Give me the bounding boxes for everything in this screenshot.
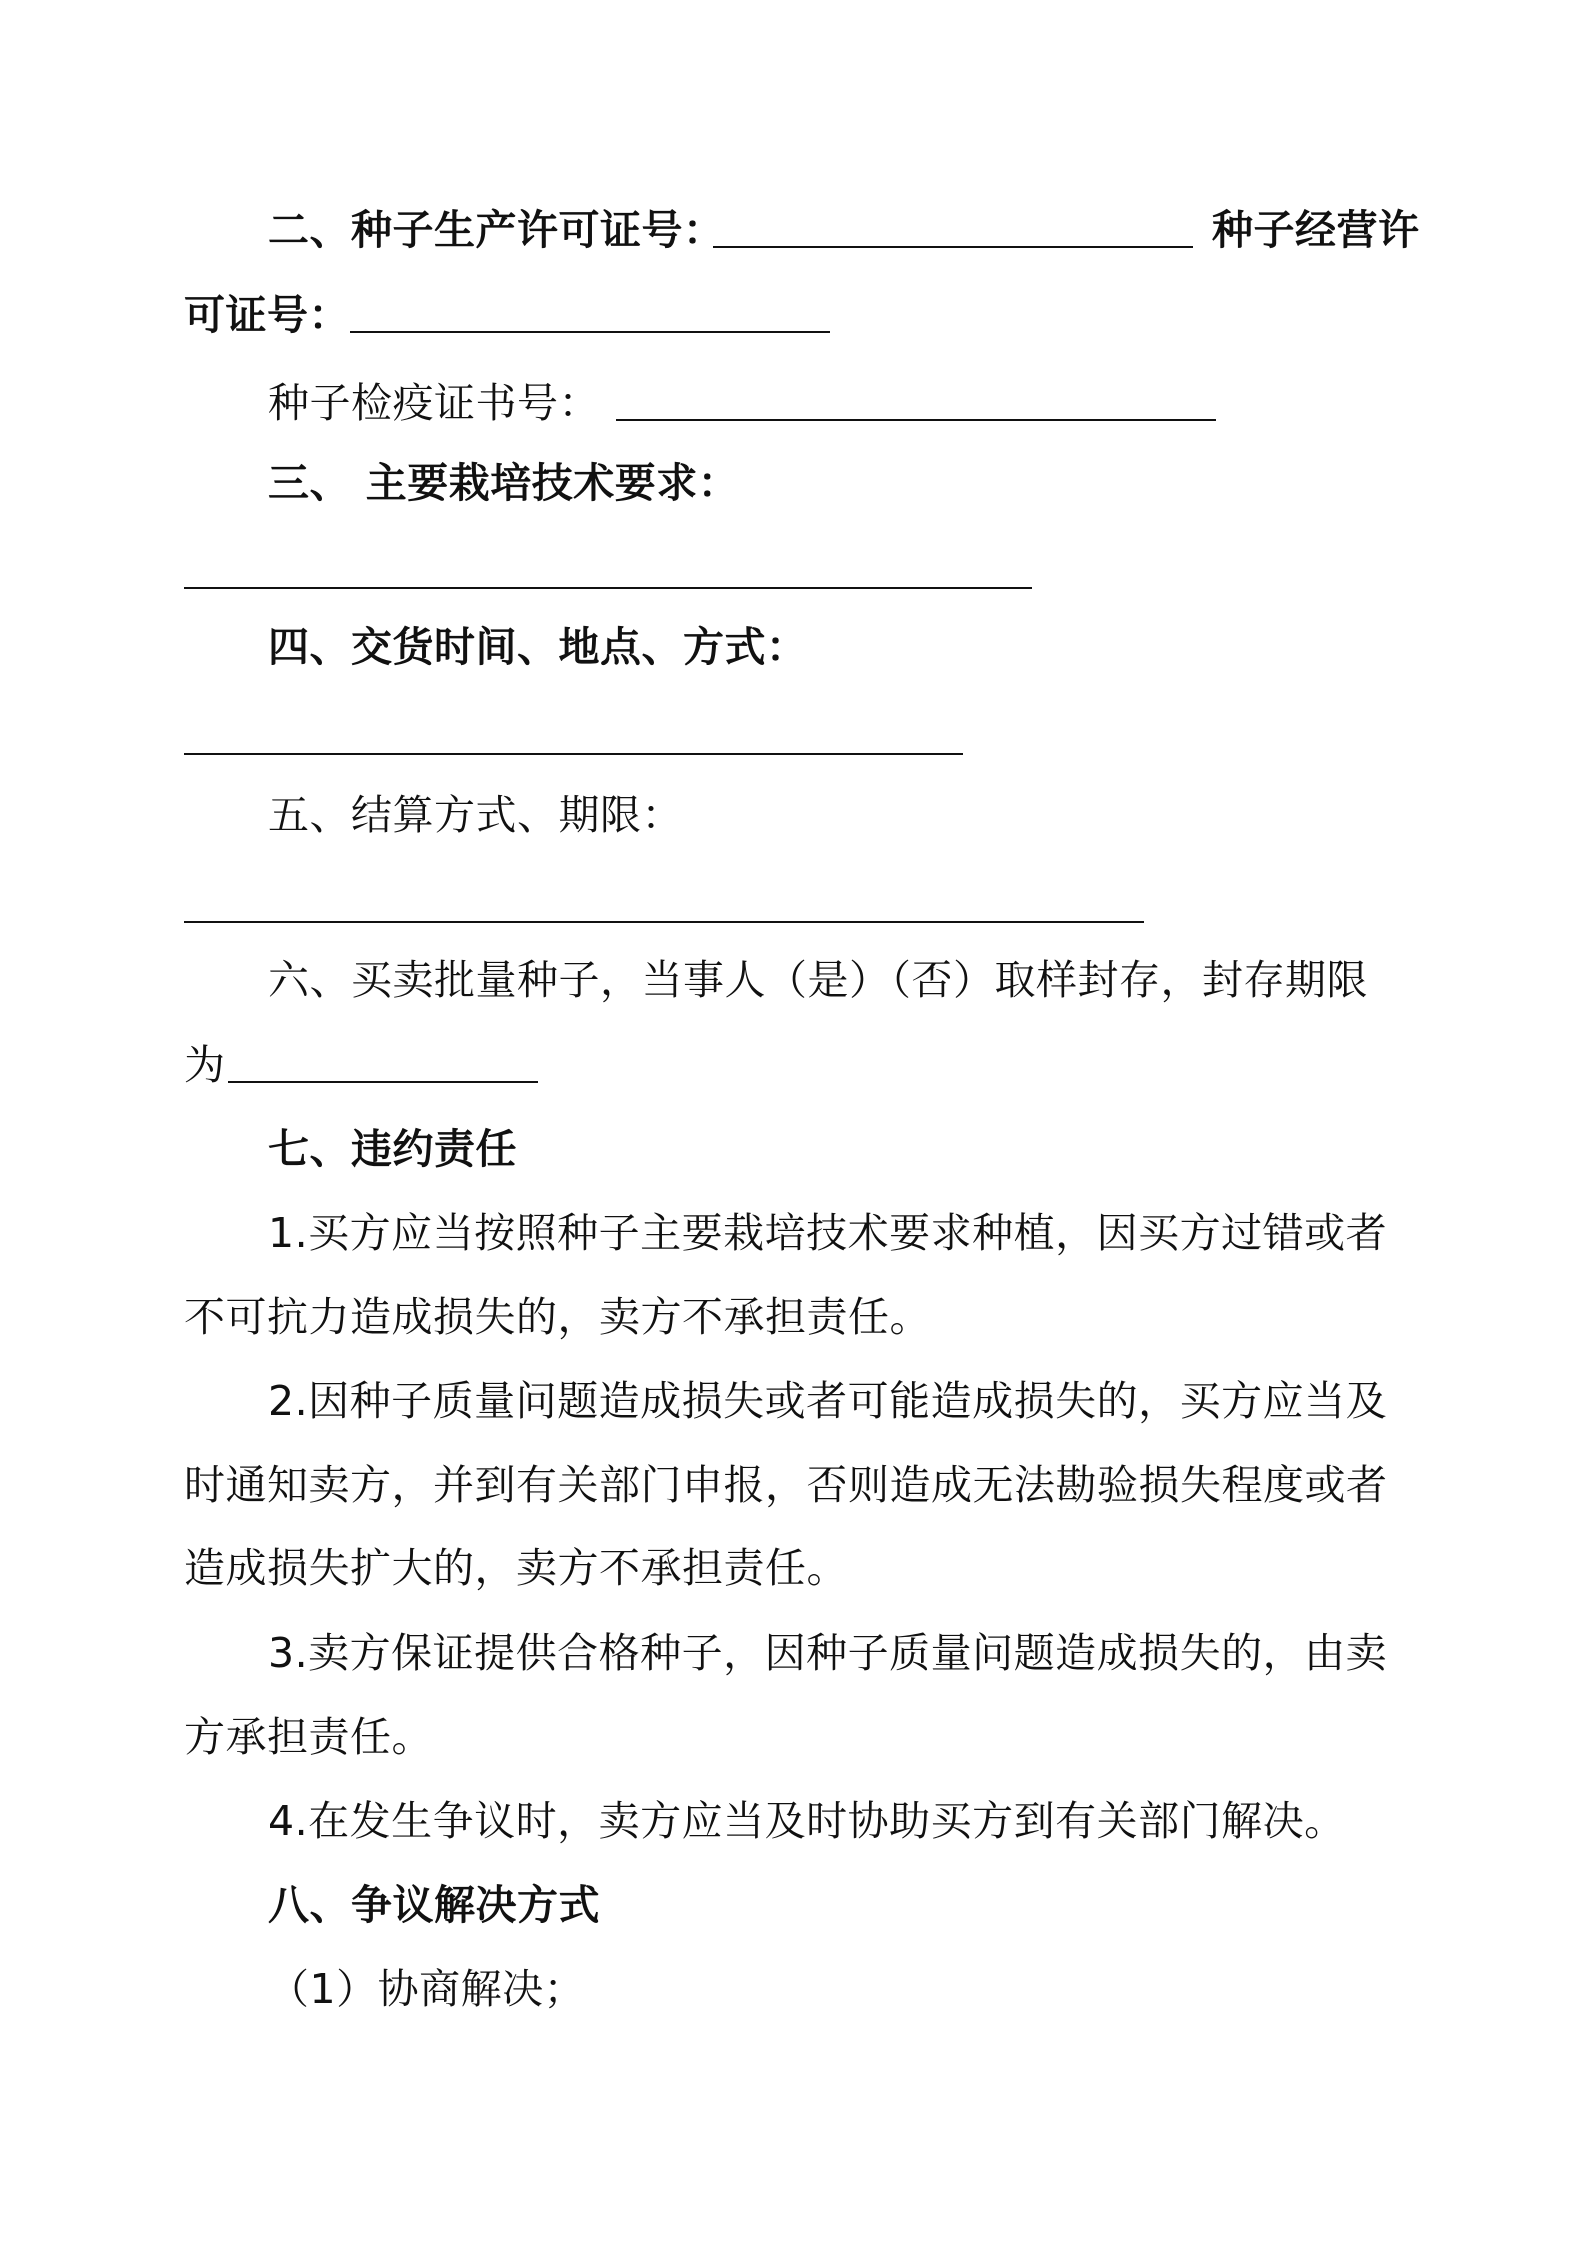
- quarantine-blank[interactable]: [616, 419, 1216, 421]
- dispute-option-1: （1）协商解决；: [268, 1965, 586, 2013]
- delivery-blank[interactable]: [184, 753, 963, 755]
- business-license-label-part1: 种子经营许: [1212, 206, 1420, 254]
- cultivation-requirements-heading: 三、 主要栽培技术要求：: [268, 459, 740, 507]
- clause-2-line-2: 时通知卖方，并到有关部门申报，否则造成无法勘验损失程度或者: [184, 1461, 1388, 1509]
- settlement-heading: 五、结算方式、期限：: [268, 791, 683, 839]
- business-license-label-part2: 可证号：: [184, 291, 350, 339]
- clause-2-line-1: 2.因种子质量问题造成损失或者可能造成损失的，买方应当及: [268, 1377, 1388, 1425]
- dispute-resolution-heading: 八、争议解决方式: [268, 1881, 600, 1929]
- production-license-blank[interactable]: [713, 246, 1193, 248]
- sample-sealing-line-1: 六、买卖批量种子，当事人（是）（否）取样封存，封存期限: [268, 956, 1368, 1004]
- sealing-period-blank[interactable]: [228, 1081, 538, 1083]
- clause-1-line-2: 不可抗力造成损失的，卖方不承担责任。: [184, 1293, 931, 1341]
- clause-3-line-2: 方承担责任。: [184, 1713, 433, 1761]
- liability-heading: 七、违约责任: [268, 1125, 517, 1173]
- cultivation-requirements-blank[interactable]: [184, 587, 1032, 589]
- delivery-heading: 四、交货时间、地点、方式：: [268, 623, 808, 671]
- clause-4-line-1: 4.在发生争议时，卖方应当及时协助买方到有关部门解决。: [268, 1797, 1346, 1845]
- sample-sealing-line-2: 为: [184, 1041, 226, 1089]
- clause-3-line-1: 3.卖方保证提供合格种子，因种子质量问题造成损失的，由卖: [268, 1629, 1388, 1677]
- quarantine-label: 种子检疫证书号：: [268, 379, 600, 427]
- business-license-blank[interactable]: [350, 331, 830, 333]
- settlement-blank[interactable]: [184, 921, 1144, 923]
- clause-2-line-3: 造成损失扩大的，卖方不承担责任。: [184, 1544, 848, 1592]
- clause-1-line-1: 1.买方应当按照种子主要栽培技术要求种植，因买方过错或者: [268, 1209, 1388, 1257]
- production-license-label: 二、种子生产许可证号：: [268, 206, 725, 254]
